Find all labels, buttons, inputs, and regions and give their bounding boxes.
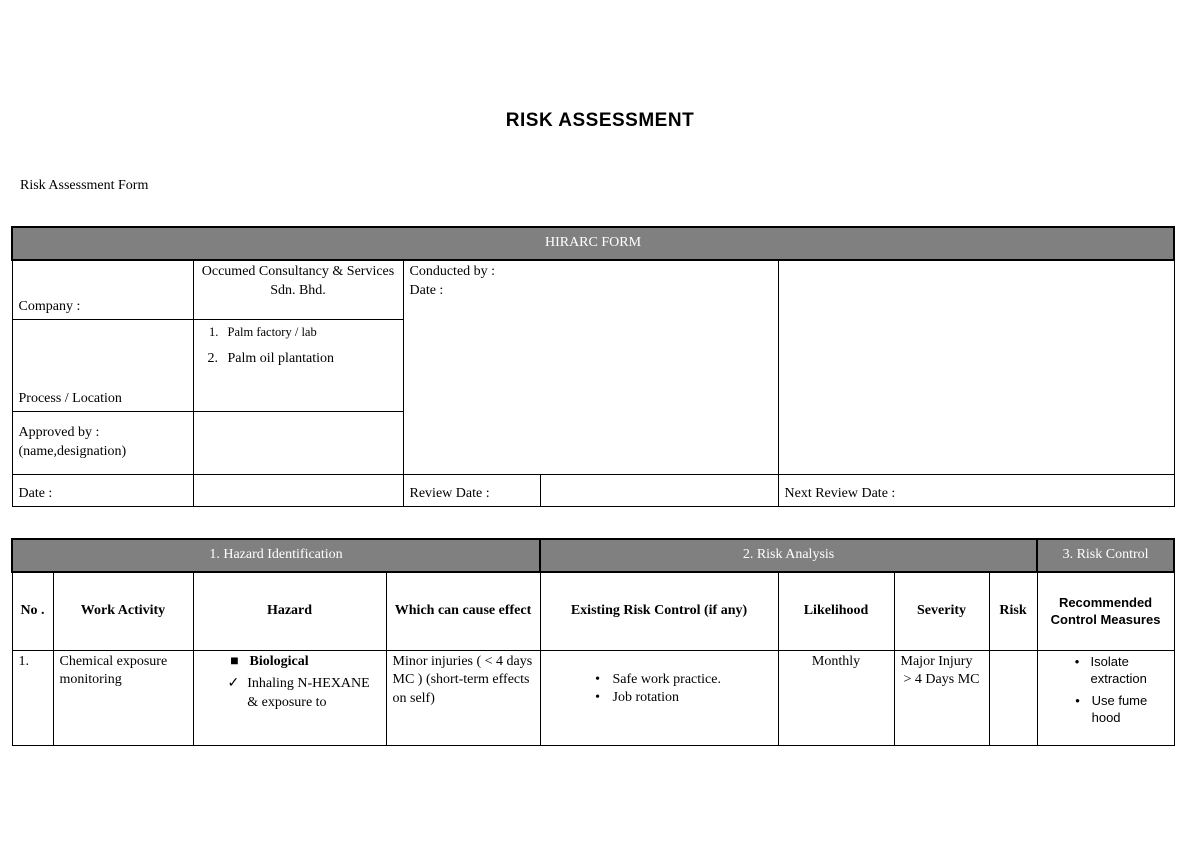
row-existing-control	[540, 650, 778, 745]
review-date-value	[540, 474, 778, 506]
section-risk-control: 3. Risk Control	[1037, 539, 1174, 572]
row-work-activity: Chemical exposure monitoring	[53, 650, 193, 745]
conducted-by-cell	[403, 260, 778, 474]
approved-label: Approved by :	[18, 424, 100, 440]
row-hazard	[193, 650, 386, 745]
review-date-label: Review Date :	[403, 474, 540, 506]
date-value	[193, 474, 403, 506]
process-label: Process / Location	[12, 319, 193, 411]
checkmark-icon: ✓	[227, 676, 240, 692]
bullet-icon: •	[595, 671, 600, 687]
hirarc-table	[11, 226, 1175, 507]
row-severity	[894, 650, 989, 745]
row-recommended	[1037, 650, 1174, 745]
form-subtitle: Risk Assessment Form	[20, 178, 149, 193]
bullet-icon: ■	[230, 653, 239, 669]
bullet-icon: •	[1074, 653, 1080, 669]
row-risk	[989, 650, 1037, 745]
severity-detail: > 4 Days MC	[903, 672, 980, 688]
col-work-activity: Work Activity	[53, 572, 193, 650]
conducted-by-label: Conducted by :	[409, 264, 496, 279]
col-no: No .	[12, 572, 53, 650]
process-item: 1. Palm factory / lab	[222, 324, 397, 341]
col-existing-control: Existing Risk Control (if any)	[540, 572, 778, 650]
approved-value	[193, 411, 403, 474]
approved-by-cell	[12, 411, 193, 474]
recommended-item: Isolate extraction	[1090, 653, 1147, 687]
col-effect: Which can cause effect	[386, 572, 540, 650]
row-likelihood: Monthly	[778, 650, 894, 745]
col-risk: Risk	[989, 572, 1037, 650]
control-item: Job rotation	[612, 690, 680, 706]
process-item: 2. Palm oil plantation	[222, 350, 397, 369]
hirarc-header: HIRARC FORM	[12, 227, 1174, 260]
company-label: Company :	[12, 260, 193, 319]
col-likelihood: Likelihood	[778, 572, 894, 650]
assessment-table	[11, 538, 1175, 746]
next-review-label: Next Review Date :	[778, 474, 1174, 506]
process-list-cell	[193, 319, 403, 411]
recommended-item: Use fume hood	[1091, 692, 1148, 726]
row-no: 1.	[12, 650, 53, 745]
approved-designation-label: (name,designation)	[18, 443, 127, 459]
control-item: Safe work practice.	[612, 671, 721, 687]
date-label-top: Date :	[409, 282, 444, 298]
section-hazard-identification: 1. Hazard Identification	[12, 539, 540, 572]
blank-cell	[778, 260, 1174, 474]
row-effect: Minor injuries ( < 4 days MC ) (short-term effects on self)	[386, 650, 540, 745]
bullet-icon: •	[1075, 692, 1080, 708]
bullet-icon: •	[595, 690, 600, 706]
severity-level: Major Injury	[900, 653, 973, 669]
col-severity: Severity	[894, 572, 989, 650]
company-value: Occumed Consultancy & Services Sdn. Bhd.	[193, 260, 403, 319]
col-recommended: Recommended Control Measures	[1037, 572, 1174, 650]
hazard-type: Biological	[249, 653, 309, 669]
page-title: RISK ASSESSMENT	[505, 110, 695, 131]
hazard-detail: Inhaling N-HEXANE & exposure to	[247, 676, 370, 711]
col-hazard: Hazard	[193, 572, 386, 650]
section-risk-analysis: 2. Risk Analysis	[540, 539, 1037, 572]
date-label: Date :	[12, 474, 193, 506]
